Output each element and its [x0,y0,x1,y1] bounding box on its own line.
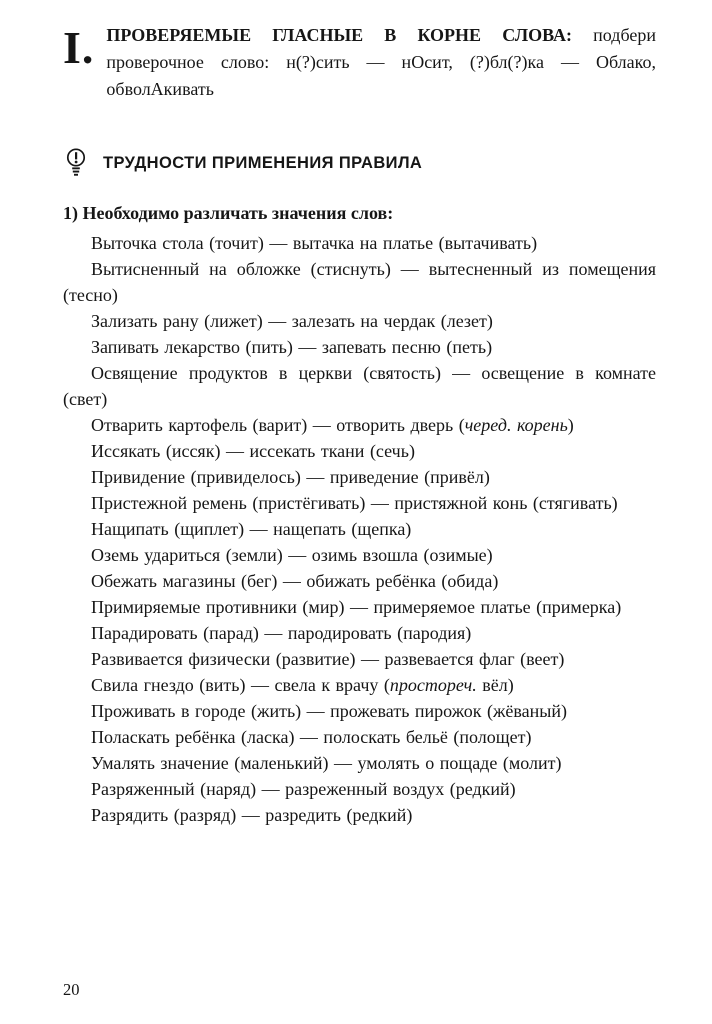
word-pair-item: Освящение продуктов в церкви (святость) — освещение в комнате (свет) [63,363,656,409]
section-title-paragraph [106,22,656,103]
word-pair-item: Отварить картофель (варит) — отворить дверь (черед. корень) [91,415,574,435]
word-pair-item: Нащипать (щиплет) — нащепать (щепка) [91,519,412,539]
word-pair-item: Развивается физически (развитие) — развевается флаг (веет) [91,649,565,669]
section-title: ПРОВЕРЯЕМЫЕ ГЛАСНЫЕ В КОРНЕ СЛОВА: [106,25,573,45]
difficulty-heading: ТРУДНОСТИ ПРИМЕНЕНИЯ ПРАВИЛА [103,153,423,172]
rule-subheading: 1) Необходимо различать значения слов: [63,203,394,223]
word-pair-item: Проживать в городе (жить) — прожевать пирожок (жёваный) [91,701,567,721]
word-pair-item: Разряженный (наряд) — разреженный воздух (редкий) [91,779,516,799]
word-pair-item: Примиряемые противники (мир) — примеряемое платье (примерка) [91,597,622,617]
word-pair-item: Поласкать ребёнка (ласка) — полоскать бельё (полощет) [91,727,532,747]
word-pair-item: Разрядить (разряд) — разредить (редкий) [91,805,413,825]
word-pair-item: Пристежной ремень (пристёгивать) — пристяжной конь (стягивать) [91,493,618,513]
word-pair-item: Иссякать (иссяк) — иссекать ткани (сечь) [91,441,415,461]
section-numeral: I. [63,22,95,73]
word-pair-item: Умалять значение (маленький) — умолять о пощаде (молит) [91,753,562,773]
section-1-header [63,22,656,103]
word-pair-item: Привидение (привиделось) — приведение (привёл) [91,467,490,487]
word-pair-item: Парадировать (парад) — пародировать (пародия) [91,623,472,643]
lightbulb-icon [65,147,87,179]
word-pair-item: Свила гнездо (вить) — свела к врачу (простореч. вёл) [91,675,514,695]
page-number: 20 [63,980,80,999]
word-pair-item: Обежать магазины (бег) — обижать ребёнка (обида) [91,571,499,591]
section-intro-text: подбери проверочное слово: н(?)сить — нОсит, (?)бл(?)ка — Облако, обволАкивать [106,25,656,99]
word-pair-item: Зализать рану (лижет) — залезать на чердак (лезет) [91,311,493,331]
word-pair-item: Выточка стола (точит) — вытачка на платье (вытачивать) [91,233,538,253]
word-pair-item: Запивать лекарство (пить) — запевать песню (петь) [91,337,493,357]
word-pair-item: Оземь удариться (земли) — озимь взошла (озимые) [91,545,493,565]
word-pair-item: Вытисненный на обложке (стиснуть) — вытесненный из помещения (тесно) [63,259,656,305]
difficulty-heading-row [65,147,656,179]
word-pairs-list [63,230,656,828]
